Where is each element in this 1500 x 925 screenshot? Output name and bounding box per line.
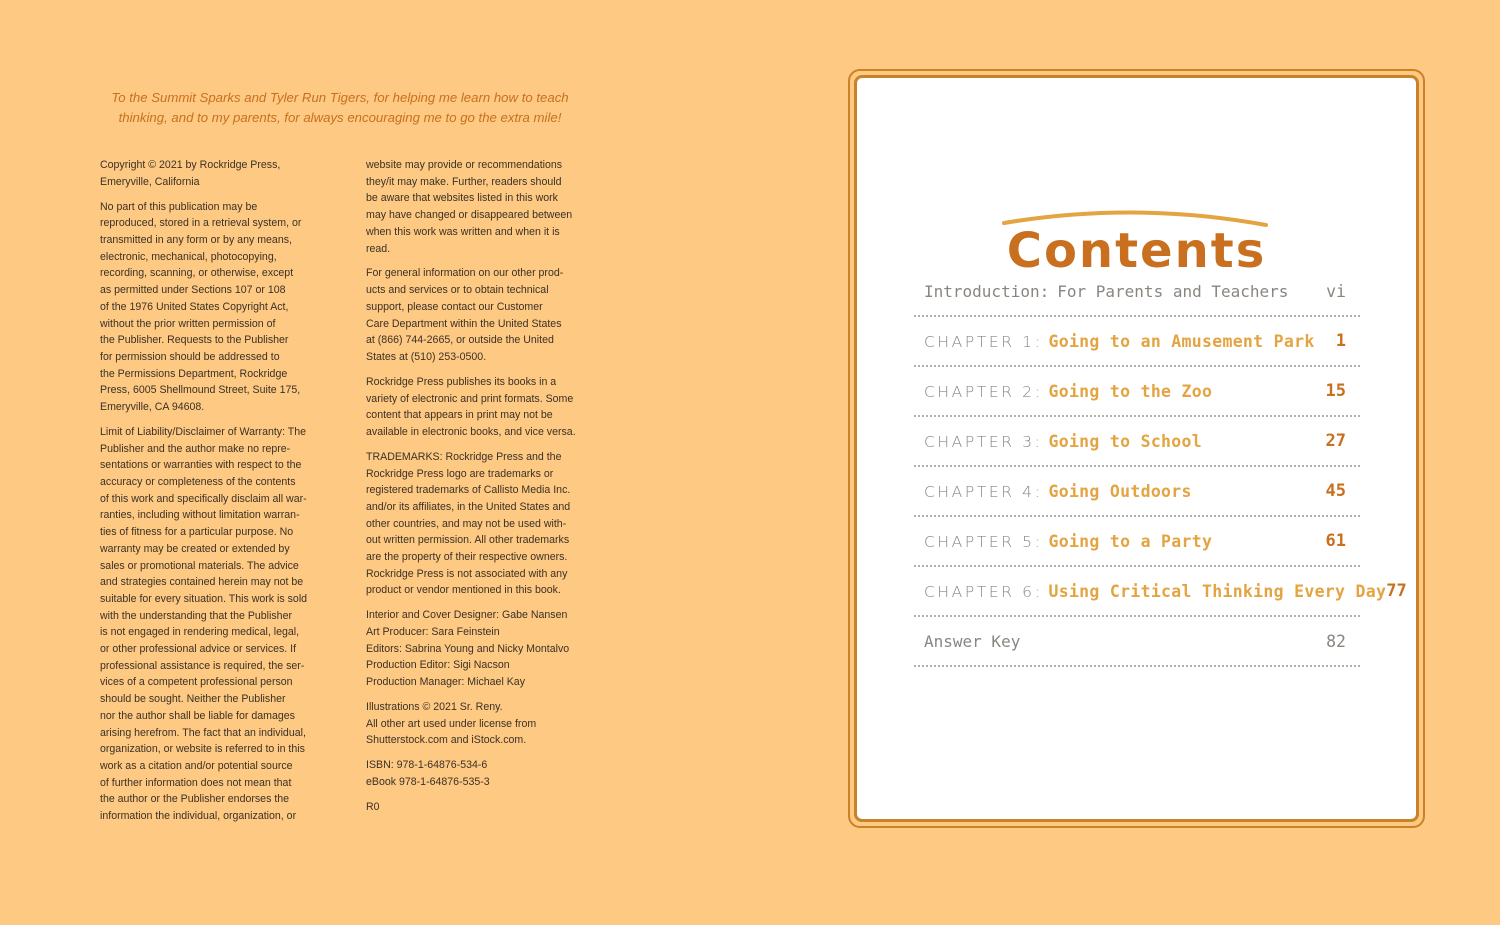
text-line: suitable for every situation. This work is sold	[100, 592, 308, 605]
text-line: Shutterstock.com and iStock.com.	[366, 734, 527, 747]
toc-entry-chapter-4[interactable]	[914, 467, 1360, 517]
text-line: available in electronic books, and vice versa.	[366, 425, 576, 438]
toc-page-number: 61	[1325, 531, 1346, 551]
text-line: ucts and services or to obtain technical	[366, 284, 549, 297]
text-line: arising herefrom. The fact that an individual,	[100, 726, 306, 739]
text-line: for permission should be addressed to	[100, 350, 280, 363]
text-line: and strategies contained herein may not be	[100, 576, 304, 589]
text-line: sentations or warranties with respect to the	[100, 459, 302, 472]
text-line: support, please contact our Customer	[366, 300, 543, 313]
copyright-paragraph	[366, 757, 588, 790]
copyright-column-right	[366, 157, 588, 824]
text-line: Production Editor: Sigi Nacson	[366, 659, 510, 672]
title-underline-swash	[1000, 205, 1270, 233]
copyright-paragraph	[366, 799, 588, 816]
text-line: Emeryville, California	[100, 175, 200, 188]
text-line: Publisher and the author make no repre-	[100, 442, 291, 455]
text-line: Rockridge Press is not associated with any	[366, 567, 568, 580]
text-line: ISBN: 978-1-64876-534-6	[366, 759, 488, 772]
text-line: ranties, including without limitation warran-	[100, 509, 300, 522]
text-line: Interior and Cover Designer: Gabe Nansen	[366, 609, 568, 622]
text-line: Press, 6005 Shellmound Street, Suite 175,	[100, 384, 301, 397]
text-line: Emeryville, CA 94608.	[100, 401, 205, 414]
copyright-paragraph	[100, 424, 322, 825]
intro-title: For Parents and Teachers	[1057, 281, 1289, 301]
toc-entry-chapter-2[interactable]	[914, 367, 1360, 417]
text-line: content that appears in print may not be	[366, 409, 553, 422]
intro-label: Introduction:	[924, 281, 1050, 301]
text-line: Rockridge Press logo are trademarks or	[366, 467, 554, 480]
toc-page-number: 77	[1386, 581, 1407, 601]
copyright-paragraph	[100, 157, 322, 190]
text-line: the Permissions Department, Rockridge	[100, 367, 288, 380]
text-line: Care Department within the United States	[366, 317, 562, 330]
text-line: be aware that websites listed in this work	[366, 192, 558, 205]
toc-page-number: 27	[1325, 431, 1346, 451]
text-line: Editors: Sabrina Young and Nicky Montalvo	[366, 642, 570, 655]
text-line: Illustrations © 2021 Sr. Reny.	[366, 701, 503, 714]
toc-entry-introduction[interactable]	[914, 267, 1360, 317]
copyright-paragraph	[366, 449, 588, 599]
text-line: or other professional advice or services. If	[100, 643, 297, 656]
text-line: and/or its affiliates, in the United States and	[366, 500, 571, 513]
chapter-prefix: CHAPTER 2:	[924, 382, 1043, 401]
text-line: with the understanding that the Publisher	[100, 609, 292, 622]
text-line: eBook 978-1-64876-535-3	[366, 776, 490, 789]
chapter-prefix: CHAPTER 1:	[924, 332, 1043, 351]
text-line: at (866) 744-2665, or outside the United	[366, 334, 554, 347]
text-line: read.	[366, 242, 391, 255]
copyright-paragraph	[100, 199, 322, 416]
copyright-column-left	[100, 157, 322, 833]
text-line: when this work was written and when it is	[366, 225, 560, 238]
text-line: of further information does not mean that	[100, 776, 292, 789]
text-line: they/it may make. Further, readers should	[366, 175, 562, 188]
dedication-line: thinking, and to my parents, for always encouraging me to go the extra mile!	[118, 110, 562, 125]
text-line: accuracy or completeness of the contents	[100, 476, 296, 489]
text-line: are the property of their respective owners.	[366, 551, 568, 564]
text-line: without the prior written permission of	[100, 317, 276, 330]
text-line: the author or the Publisher endorses the	[100, 793, 290, 806]
text-line: other countries, and may not be used with-	[366, 517, 567, 530]
copyright-paragraph	[366, 607, 588, 691]
toc-page-number: 82	[1326, 631, 1346, 651]
chapter-title: Going Outdoors	[1048, 481, 1192, 501]
table-of-contents	[914, 267, 1407, 667]
text-line: States at (510) 253-0500.	[366, 350, 487, 363]
toc-page-number: vi	[1326, 281, 1346, 301]
copyright-paragraph	[366, 374, 588, 441]
text-line: Limit of Liability/Disclaimer of Warranty: The	[100, 425, 307, 438]
chapter-prefix: CHAPTER 4:	[924, 482, 1043, 501]
text-line: electronic, mechanical, photocopying,	[100, 250, 277, 263]
text-line: ties of fitness for a particular purpose. No	[100, 526, 294, 539]
text-line: TRADEMARKS: Rockridge Press and the	[366, 450, 562, 463]
chapter-title: Going to an Amusement Park	[1048, 331, 1315, 351]
text-line: professional assistance is required, the ser-	[100, 659, 305, 672]
text-line: All other art used under license from	[366, 717, 537, 730]
toc-entry-chapter-1[interactable]	[914, 317, 1360, 367]
text-line: sales or promotional materials. The advice	[100, 559, 299, 572]
text-line: should be sought. Neither the Publisher	[100, 693, 286, 706]
text-line: transmitted in any form or by any means,	[100, 234, 292, 246]
answer-key-label: Answer Key	[924, 631, 1021, 651]
contents-title: Contents	[1006, 223, 1267, 279]
chapter-title: Going to a Party	[1048, 531, 1213, 551]
text-line: website may provide or recommendations	[366, 159, 563, 171]
text-line: variety of electronic and print formats. Some	[366, 392, 574, 405]
text-line: is not engaged in rendering medical, legal,	[100, 626, 300, 639]
chapter-title: Using Critical Thinking Every Day	[1048, 581, 1387, 601]
text-line: No part of this publication may be	[100, 200, 258, 213]
toc-entry-chapter-6[interactable]	[914, 567, 1407, 617]
text-line: information the individual, organization, or	[100, 810, 297, 823]
text-line: R0	[366, 800, 380, 813]
copyright-paragraph	[366, 157, 588, 257]
toc-entry-answer-key[interactable]	[914, 617, 1360, 667]
text-line: out written permission. All other trademarks	[366, 534, 570, 547]
text-line: For general information on our other prod-	[366, 267, 564, 280]
text-line: warranty may be created or extended by	[100, 542, 290, 555]
text-line: may have changed or disappeared between	[366, 209, 573, 222]
text-line: of the 1976 United States Copyright Act,	[100, 300, 289, 313]
chapter-prefix: CHAPTER 6:	[924, 582, 1043, 601]
text-line: reproduced, stored in a retrieval system, or	[100, 217, 302, 230]
copyright-paragraph	[366, 699, 588, 749]
dedication-line: To the Summit Sparks and Tyler Run Tigers, for helping me learn how to teach	[111, 90, 569, 105]
text-line: Copyright © 2021 by Rockridge Press,	[100, 159, 281, 171]
dedication	[80, 88, 600, 128]
chapter-title: Going to School	[1048, 431, 1202, 451]
text-line: as permitted under Sections 107 or 108	[100, 284, 286, 297]
text-line: nor the author shall be liable for damages	[100, 709, 295, 722]
chapter-prefix: CHAPTER 3:	[924, 432, 1043, 451]
text-line: Rockridge Press publishes its books in a	[366, 375, 557, 388]
toc-page-number: 1	[1335, 331, 1346, 351]
toc-page-number: 15	[1325, 381, 1346, 401]
text-line: Production Manager: Michael Kay	[366, 676, 525, 689]
text-line: Art Producer: Sara Feinstein	[366, 626, 500, 639]
text-line: organization, or website is referred to in this	[100, 743, 305, 756]
copyright-paragraph	[366, 265, 588, 365]
text-line: registered trademarks of Callisto Media Inc.	[366, 484, 571, 497]
text-line: of this work and specifically disclaim all war-	[100, 492, 307, 505]
chapter-prefix: CHAPTER 5:	[924, 532, 1043, 551]
toc-entry-chapter-5[interactable]	[914, 517, 1360, 567]
toc-entry-chapter-3[interactable]	[914, 417, 1360, 467]
chapter-title: Going to the Zoo	[1048, 381, 1213, 401]
text-line: recording, scanning, or otherwise, except	[100, 267, 294, 280]
text-line: vices of a competent professional person	[100, 676, 293, 689]
toc-page-number: 45	[1325, 481, 1346, 501]
text-line: the Publisher. Requests to the Publisher	[100, 334, 289, 347]
text-line: work as a citation and/or potential source	[100, 759, 293, 772]
text-line: product or vendor mentioned in this book.	[366, 584, 561, 597]
